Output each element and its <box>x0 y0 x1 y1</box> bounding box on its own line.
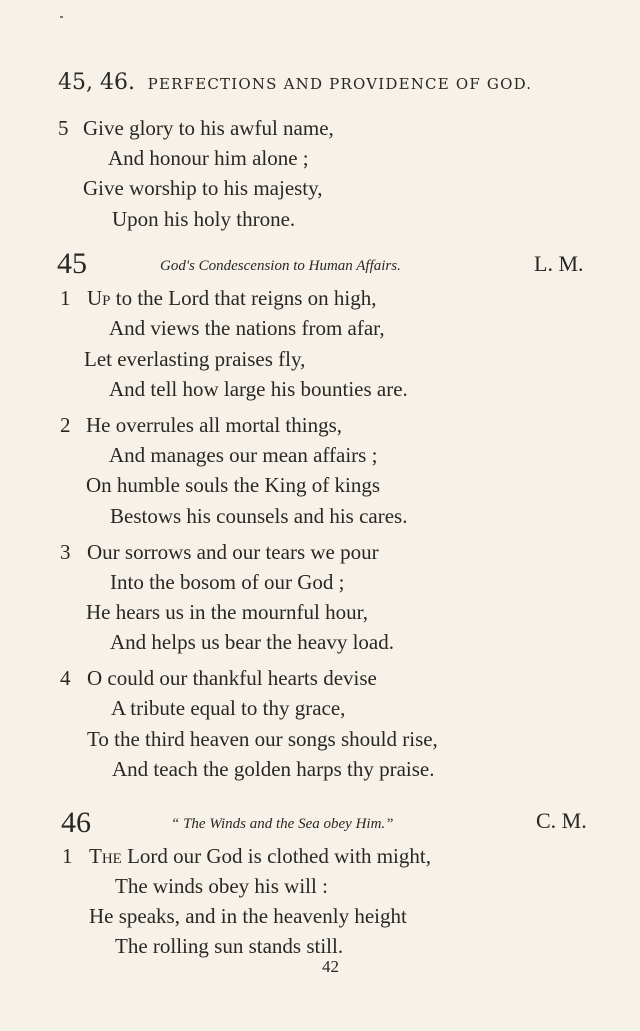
verse-line: And helps us bear the heavy load. <box>110 630 395 654</box>
verse-line: He speaks, and in the heavenly height <box>89 904 407 928</box>
verse-line: He hears us in the mournful hour, <box>86 600 369 624</box>
hymn-meter: C. M. <box>536 808 587 833</box>
print-speck <box>60 16 63 18</box>
verse-line: The rolling sun stands still. <box>115 934 344 958</box>
verse-line-rest: Lord our God is clothed with might, <box>121 844 431 868</box>
verse-line: And honour him alone ; <box>108 146 309 170</box>
verse-line: A tribute equal to thy grace, <box>111 696 346 720</box>
verse-line: And tell how large his bounties are. <box>109 377 408 401</box>
running-head-title: PERFECTIONS AND PROVIDENCE OF GOD. <box>147 75 533 93</box>
page-number: 42 <box>322 957 339 976</box>
running-head-numbers: 45, 46. <box>58 70 135 95</box>
stanza-number: 1 <box>62 844 73 868</box>
stanza-number: 3 <box>60 540 71 564</box>
verse-line: Our sorrows and our tears we pour <box>87 540 379 564</box>
verse-line: Give glory to his awful name, <box>83 116 334 140</box>
verse-line-first <box>87 286 376 311</box>
verse-line-rest: to the Lord that reigns on high, <box>110 286 377 310</box>
initial-word: Up <box>87 286 111 310</box>
verse-line: Into the bosom of our God ; <box>110 570 345 594</box>
verse-line: And manages our mean affairs ; <box>109 443 378 467</box>
verse-line: Give worship to his majesty, <box>83 176 323 200</box>
stanza-number: 5 <box>58 116 69 140</box>
hymn-number: 46 <box>61 806 91 839</box>
stanza-number: 2 <box>60 413 71 437</box>
verse-line: And views the nations from afar, <box>109 316 385 340</box>
verse-line: The winds obey his will : <box>115 874 328 898</box>
verse-line: Upon his holy throne. <box>112 207 296 231</box>
verse-line: Bestows his counsels and his cares. <box>110 504 408 528</box>
verse-line: He overrules all mortal things, <box>86 413 343 437</box>
stanza-number: 1 <box>60 286 71 310</box>
verse-line: Let everlasting praises fly, <box>84 347 306 371</box>
verse-line: On humble souls the King of kings <box>86 473 380 497</box>
hymn-meter: L. M. <box>534 251 584 276</box>
verse-line-first <box>89 844 431 869</box>
initial-word: The <box>89 844 122 868</box>
hymn-number: 45 <box>57 247 87 280</box>
stanza-number: 4 <box>60 666 71 690</box>
hymn-title: “ The Winds and the Sea obey Him.” <box>171 816 394 832</box>
running-head <box>58 70 578 95</box>
verse-line: To the third heaven our songs should rise, <box>87 727 438 751</box>
verse-line: And teach the golden harps thy praise. <box>112 757 435 781</box>
hymn-title: God's Condescension to Human Affairs. <box>160 258 401 274</box>
verse-line: O could our thankful hearts devise <box>87 666 377 690</box>
